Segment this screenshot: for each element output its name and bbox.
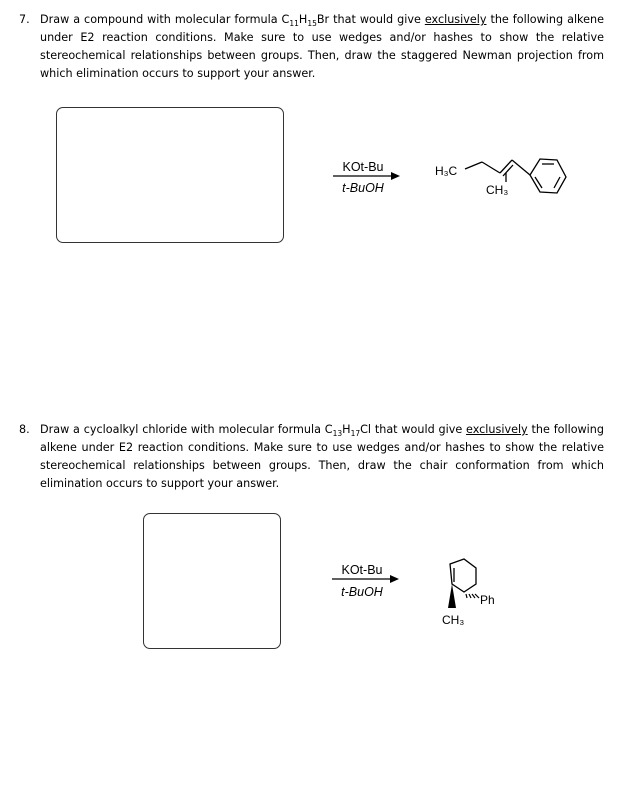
answer-box-q7[interactable] (56, 107, 284, 243)
ch3-label: CH₃ (486, 183, 509, 197)
question-7 (19, 11, 604, 83)
ph-label: Ph (480, 593, 495, 607)
answer-box-q8[interactable] (143, 513, 281, 649)
emphasis-exclusively: exclusively (424, 13, 487, 26)
emphasis-exclusively: exclusively (466, 423, 528, 436)
reaction-arrow-q8 (330, 573, 400, 585)
question-7-text: Draw a compound with molecular formula $C_{11}H_{15}Br$ that would give exclusively the following alkene under E2 reaction conditions. Make sure to use wedges and/or hashes to show the relative stereochemical relationships between groups. Then, draw the staggered Newman projection from which elimination occurs to support your answer. (40, 13, 604, 80)
reagent-solvent-q7: t-BuOH (342, 181, 384, 195)
reagent-base-q7: KOt-Bu (342, 160, 384, 174)
question-8 (19, 421, 604, 493)
reagent-solvent-q8: t-BuOH (341, 585, 383, 599)
ch3-label: CH₃ (442, 613, 465, 627)
reagent-base-q8: KOt-Bu (341, 563, 383, 577)
question-8-number: 8. (19, 423, 30, 436)
question-8-text: Draw a cycloalkyl chloride with molecular formula $C_{13}H_{17}Cl$ that would give exclusively the following alkene under E2 reaction conditions. Make sure to use wedges and/or hashes to show the relative stereochemical relationships between groups. Then, draw the chair conformation from which elimination occurs to support your answer. (40, 423, 604, 490)
question-7-number: 7. (19, 13, 30, 26)
product-cyclohexene-q8 (420, 552, 520, 632)
product-alkene-q7 (430, 145, 580, 210)
h3c-label: H₃C (435, 164, 458, 178)
